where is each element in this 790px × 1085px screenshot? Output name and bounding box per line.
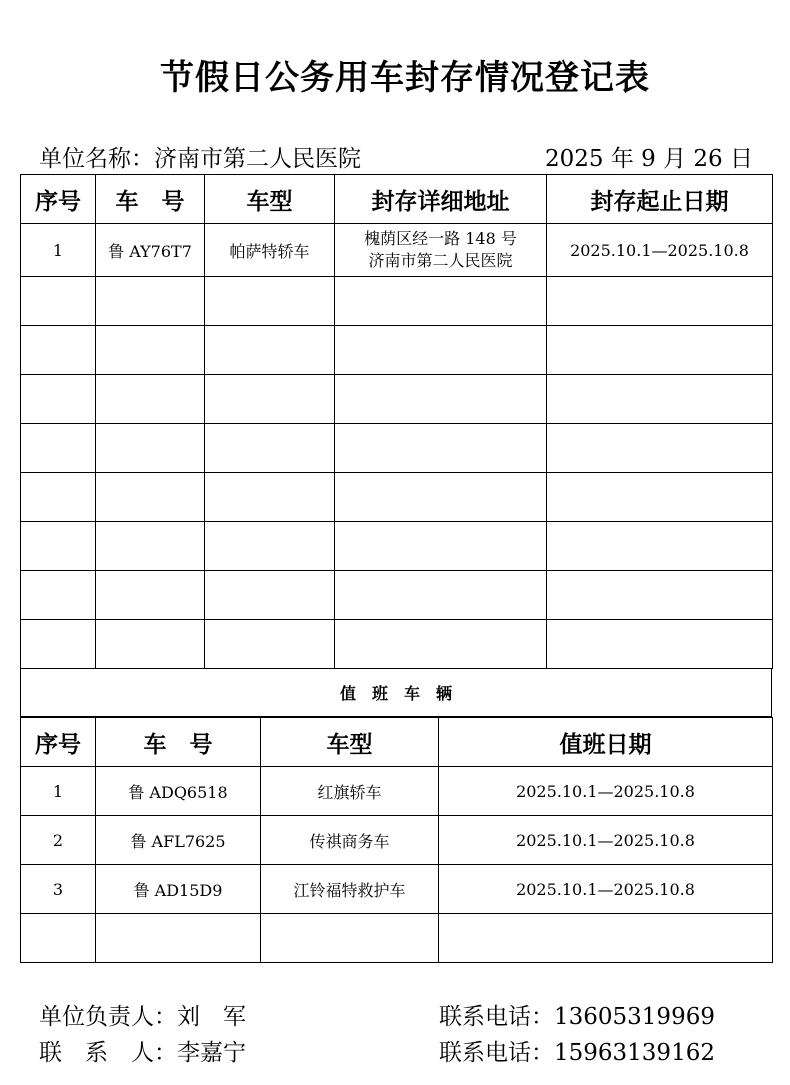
col-header-plate: 车 号 [96, 175, 205, 224]
address-line-1: 槐荫区经一路 148 号 [364, 229, 517, 248]
empty-row [21, 522, 773, 571]
empty-row [21, 914, 773, 963]
sealed-header-row [21, 175, 773, 224]
contact-phone-line [439, 1034, 715, 1067]
phone-label: 联系电话： [439, 1004, 554, 1030]
leader-name: 刘 军 [177, 1004, 246, 1030]
empty-row [21, 571, 773, 620]
duty-col-header-plate: 车 号 [96, 718, 261, 767]
form-date: 2025 年 9 月 26 日 [545, 146, 753, 172]
sealed-vehicles-table [20, 174, 773, 669]
duty-section [20, 668, 772, 717]
empty-row [21, 473, 773, 522]
sealed-row-model: 帕萨特轿车 [205, 224, 335, 277]
unit-name-line [39, 140, 361, 173]
table-row [21, 865, 773, 914]
leader-line [39, 998, 246, 1031]
page-title: 节假日公务用车封存情况登记表 [160, 58, 650, 98]
table-row [21, 816, 773, 865]
empty-row [21, 277, 773, 326]
duty-row-index: 3 [21, 865, 96, 914]
sealed-row-index: 1 [21, 224, 96, 277]
sealed-row-address [335, 224, 547, 277]
duty-row-plate: 鲁 AD15D9 [96, 865, 261, 914]
table-row [21, 224, 773, 277]
sealed-row-plate: 鲁 AY76T7 [96, 224, 205, 277]
contact-phone: 15963139162 [554, 1040, 715, 1066]
duty-row-dates: 2025.10.1—2025.10.8 [439, 865, 773, 914]
phone-label: 联系电话： [439, 1040, 554, 1066]
duty-row-plate: 鲁 ADQ6518 [96, 767, 261, 816]
unit-name-label: 单位名称： [39, 146, 154, 172]
leader-phone: 13605319969 [554, 1004, 715, 1030]
col-header-model: 车型 [205, 175, 335, 224]
duty-row-dates: 2025.10.1—2025.10.8 [439, 767, 773, 816]
empty-row [21, 375, 773, 424]
duty-row-index: 1 [21, 767, 96, 816]
leader-label: 单位负责人： [39, 1004, 177, 1030]
sealed-row-dates: 2025.10.1—2025.10.8 [547, 224, 773, 277]
leader-phone-line [439, 998, 715, 1031]
duty-row-model: 传祺商务车 [261, 816, 439, 865]
duty-col-header-model: 车型 [261, 718, 439, 767]
contact-label: 联 系 人： [39, 1040, 177, 1066]
table-row [21, 767, 773, 816]
duty-header-row [21, 718, 773, 767]
duty-row-model: 江铃福特救护车 [261, 865, 439, 914]
col-header-address: 封存详细地址 [335, 175, 547, 224]
col-header-index: 序号 [21, 175, 96, 224]
duty-col-header-index: 序号 [21, 718, 96, 767]
duty-col-header-dates: 值班日期 [439, 718, 773, 767]
duty-row-index: 2 [21, 816, 96, 865]
duty-row-plate: 鲁 AFL7625 [96, 816, 261, 865]
duty-vehicles-table [20, 717, 773, 963]
empty-row [21, 326, 773, 375]
duty-row-model: 红旗轿车 [261, 767, 439, 816]
unit-name-value: 济南市第二人民医院 [154, 146, 361, 172]
duty-section-title: 值 班 车 辆 [21, 668, 772, 717]
empty-row [21, 424, 773, 473]
address-line-2: 济南市第二人民医院 [368, 251, 513, 270]
col-header-dates: 封存起止日期 [547, 175, 773, 224]
empty-row [21, 620, 773, 669]
contact-line [39, 1034, 246, 1067]
contact-name: 李嘉宁 [177, 1040, 246, 1066]
duty-row-dates: 2025.10.1—2025.10.8 [439, 816, 773, 865]
